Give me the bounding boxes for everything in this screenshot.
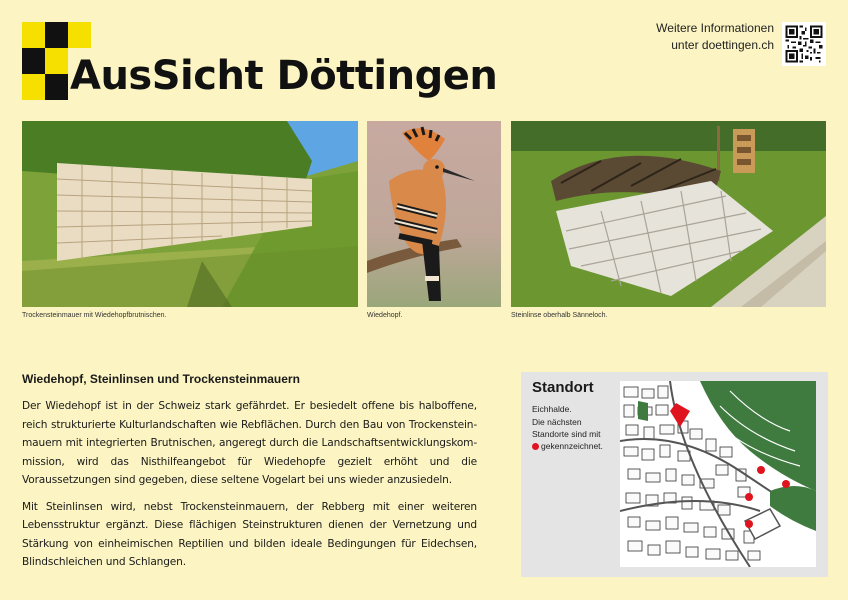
standort-legend-line-1: Die nächsten: [532, 417, 582, 427]
caption-photo-1: Trockensteinmauer mit Wiedehopfbrutnischen.: [22, 312, 167, 319]
location-map[interactable]: [620, 381, 816, 567]
article-paragraph-1: Der Wiedehopf ist in der Schweiz stark gefährdet. Er besiedelt offene bis halboffene, reich strukturierte Kulturlandschaften wie Rebflächen. Durch den Bau von Trockenstein-mauern mit integrierten Brutnischen, angeregt durch die Landschaftsentwicklungskom-mission, wird das Nisthilfeangebot für Wiedehopfe gezielt erhöht und die Voraussetzungen sind gegeben, diese seltene Vogelart bei uns wieder anzusiedeln.: [22, 400, 477, 486]
standort-legend-line-3: [532, 441, 603, 451]
article: [22, 372, 477, 580]
standort-legend-text: gekennzeichnet.: [541, 441, 603, 451]
info-text: [656, 20, 774, 54]
info-line-2[interactable]: unter doettingen.ch: [671, 38, 774, 52]
page-title: AusSicht Döttingen: [70, 53, 498, 99]
photo-stone-lens: [511, 121, 826, 307]
standort-box: [521, 372, 828, 577]
standort-legend-line-2: Standorte sind mit: [532, 429, 601, 439]
article-heading: Wiedehopf, Steinlinsen und Trockensteinmauern: [22, 372, 300, 386]
photo-hoopoe: [367, 121, 501, 307]
caption-photo-2: Wiedehopf.: [367, 312, 403, 319]
caption-photo-3: Steinlinse oberhalb Sänneloch.: [511, 312, 608, 319]
standort-title: Standort: [532, 379, 594, 396]
info-line-1: Weitere Informationen: [656, 21, 774, 35]
legend-marker-icon: [532, 443, 539, 450]
standort-location: Eichhalde.: [532, 404, 572, 414]
article-paragraph-2: Mit Steinlinsen wird, nebst Trockensteinmauern, der Rebberg mit einer weiteren Lebensstruktur ergänzt. Diese flächigen Steinstrukturen dienen der Vernetzung und Stärkung von einheimischen Reptilien und bilden ideale Bedingungen für Eidechsen, Blindschleichen und Schlangen.: [22, 500, 477, 568]
photo-stone-wall: [22, 121, 358, 307]
qr-code[interactable]: [782, 22, 826, 66]
